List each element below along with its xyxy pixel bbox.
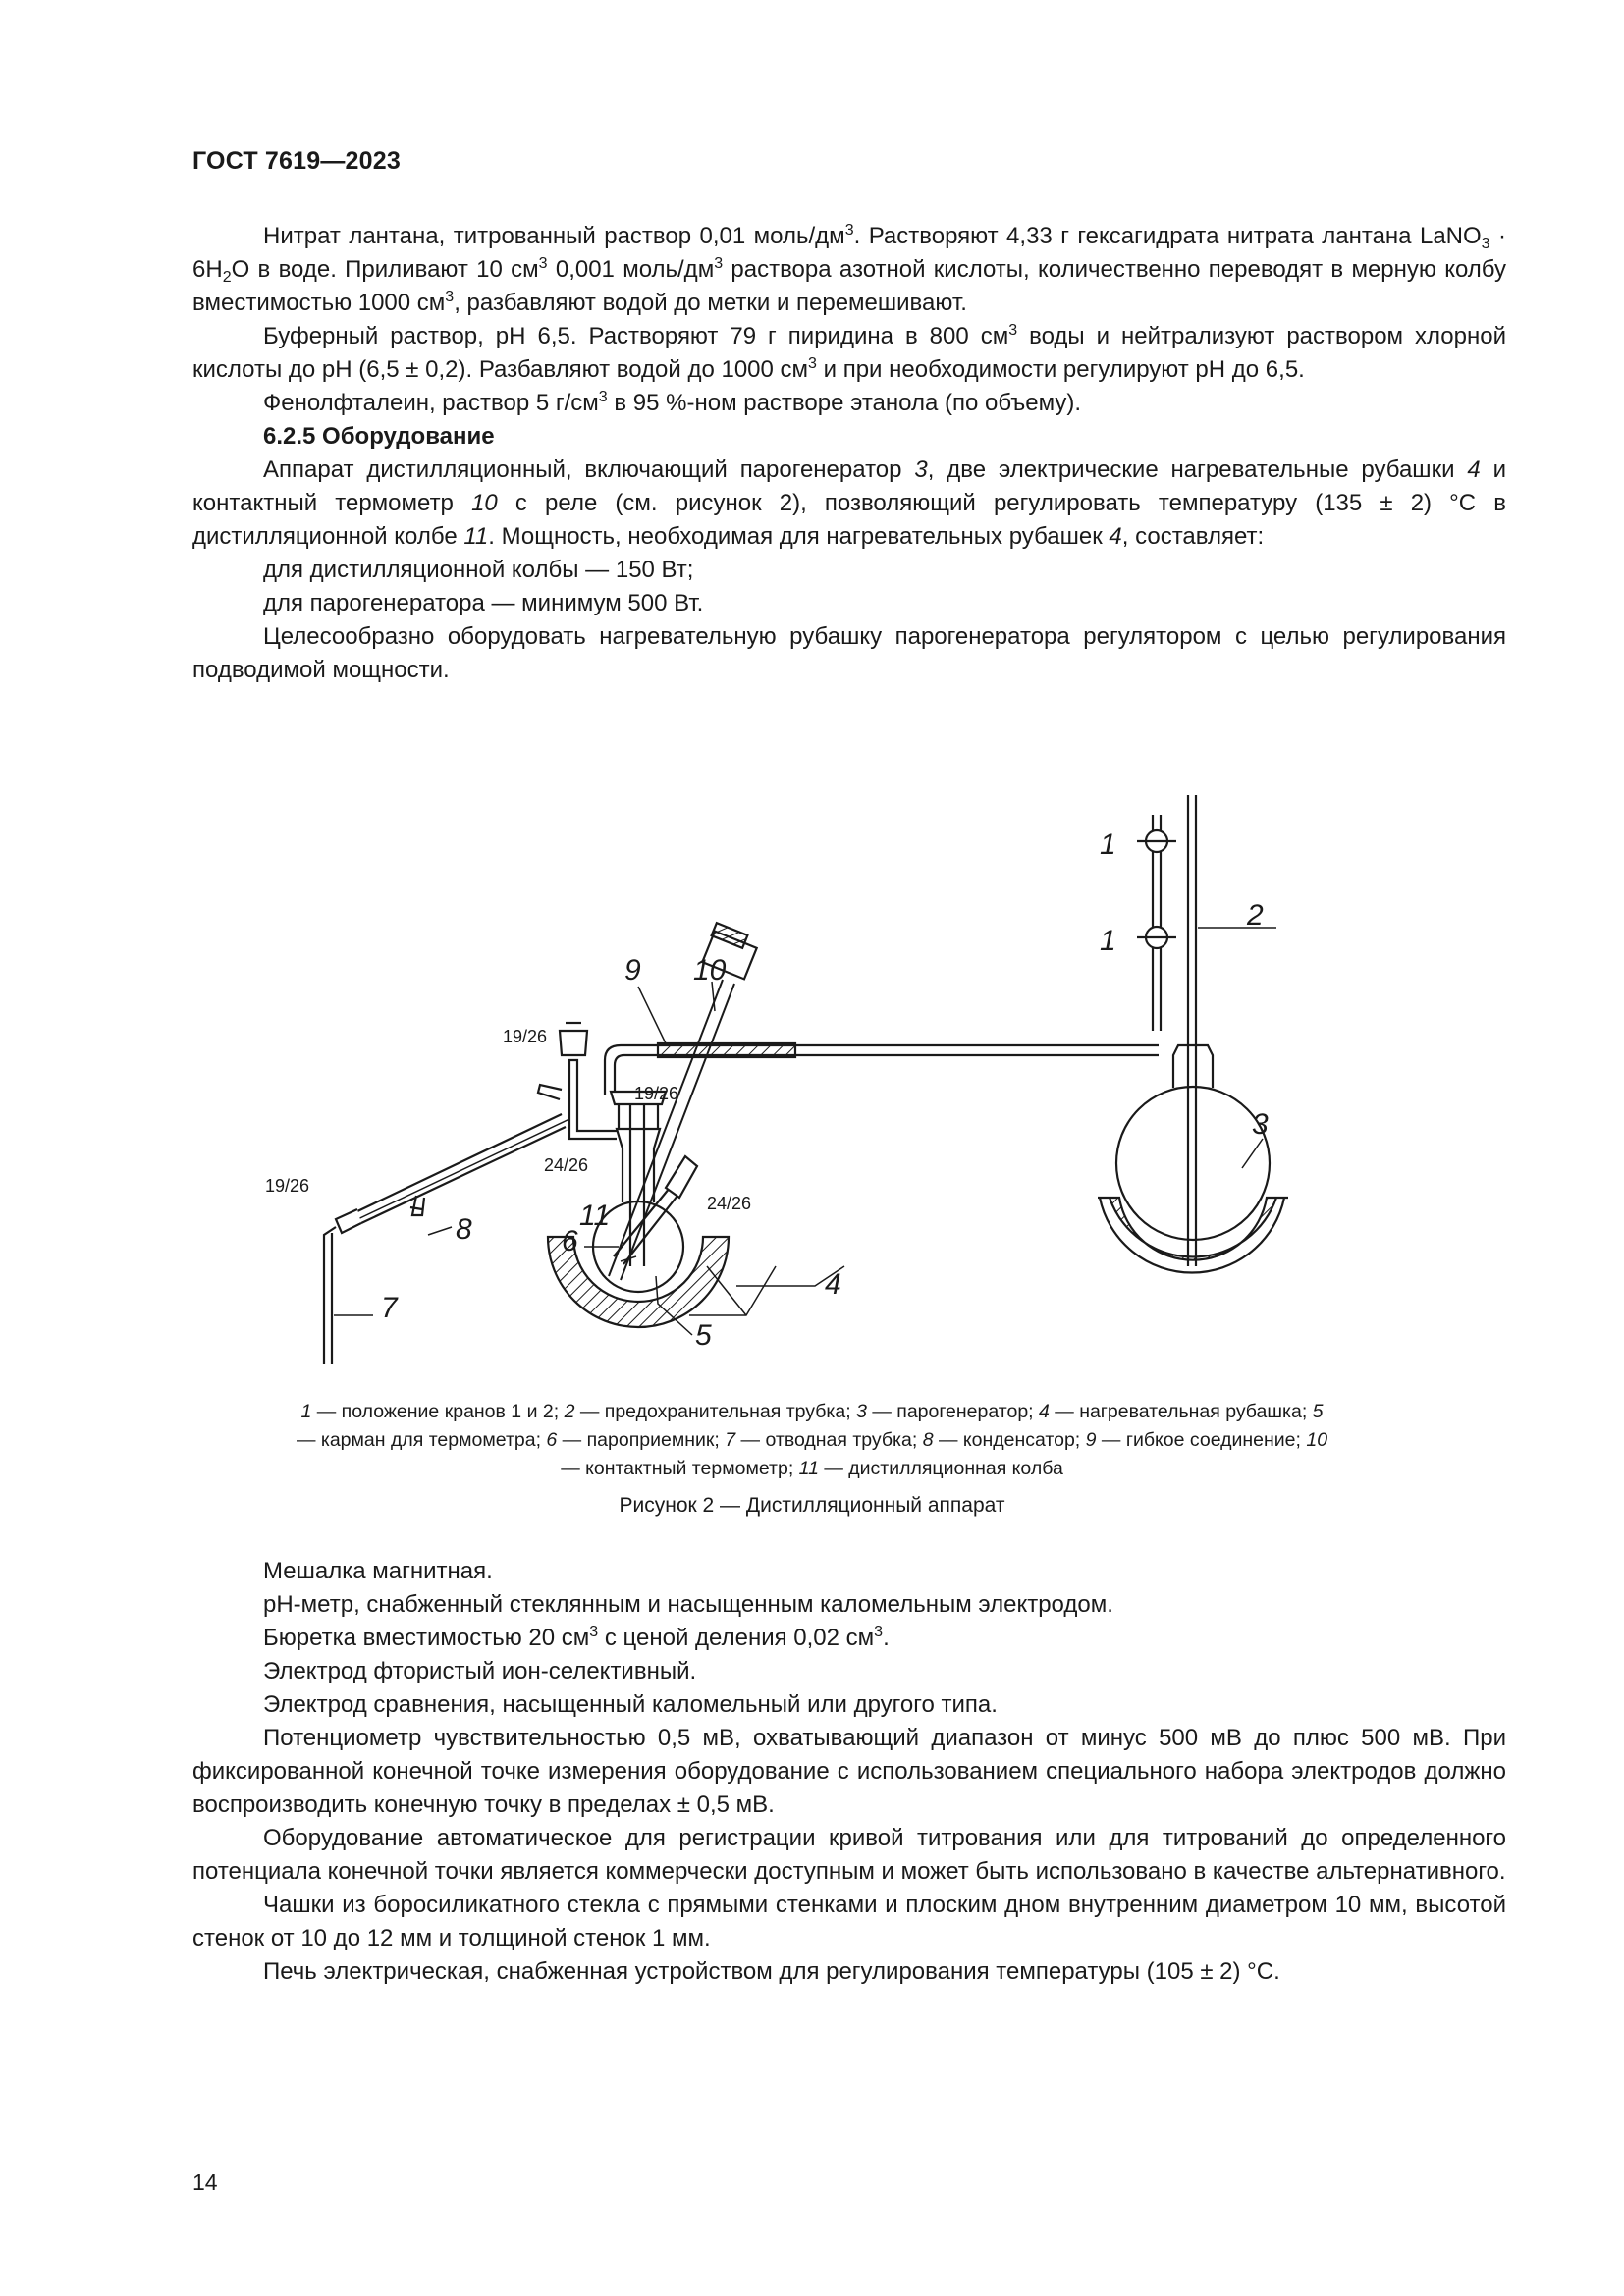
paragraph-buffer: Буферный раствор, pH 6,5. Растворяют 79 г пиридина в 800 $см^3$ воды и нейтрализуют раствором хлорной кислоты до pH (6,5 ± 0,2). Разбавляют водой до 1000 $см^3$ и при необходимости регулируют pH до 6,5. xyxy=(192,322,1506,383)
paragraph-fluoride-electrode: Электрод фтористый ион-селективный. xyxy=(263,1658,697,1684)
paragraph-phenolphthalein: Фенолфталеин, раствор 5 $г/см^3$ в 95 %-ном растворе этанола (по объему). xyxy=(263,389,1082,416)
figure-legend: 1 — положение кранов 1 и 2; 2 — предохранительная трубка; 3 — парогенератор; 4 — нагревательная рубашка; 5 — карман для термометра; 6 — пароприемник; 7 — отводная трубка; 8 — конденсатор; 9 — гибкое соединение; 10 — контактный термометр; 11 — дистилляционная колба xyxy=(296,1401,1328,1479)
heating-mantle-generator xyxy=(1098,1198,1288,1260)
figure-caption: Рисунок 2 — Дистилляционный аппарат xyxy=(619,1494,1005,1517)
figure-distillation-apparatus xyxy=(265,766,1276,1374)
steam-generator-flask xyxy=(1116,1087,1270,1240)
text-block-top xyxy=(192,220,1506,687)
joint-label-thermometer: 24/26 xyxy=(707,1194,752,1213)
page-number: 14 xyxy=(192,2169,218,2195)
label-1-lower: 1 xyxy=(1100,925,1116,957)
joint-label-flask-neck: 24/26 xyxy=(544,1155,589,1175)
section-heading: 6.2.5 Оборудование xyxy=(263,423,495,450)
paragraph-oven: Печь электрическая, снабженная устройством для регулирования температуры (105 ± 2) °С. xyxy=(263,1958,1280,1985)
paragraph-ph-meter: pH-метр, снабженный стеклянным и насыщенным каломельным электродом. xyxy=(263,1591,1113,1618)
label-6: 6 xyxy=(562,1225,578,1257)
label-9: 9 xyxy=(624,954,641,987)
paragraph-regulator: Целесообразно оборудовать нагревательную рубашку парогенератора регулятором с целью регулирования подводимой мощности. xyxy=(192,623,1506,683)
label-5: 5 xyxy=(695,1319,712,1352)
label-4: 4 xyxy=(825,1268,841,1301)
label-11: 11 xyxy=(579,1200,611,1232)
paragraph-lanthanum: Нитрат лантана, титрованный раствор 0,01 моль/$дм^3$. Растворяют 4,33 г гексагидрата нитрата лантана LaNO$_3$ · $6H_2O$ в воде. Приливают 10 $см^3$ 0,001 моль/$дм^3$ раствора азотной кислоты, количественно переводят в мерную колбу вместимостью 1000 $см^3$, разбавляют водой до метки и перемешивают. xyxy=(192,222,1507,316)
page-header: ГОСТ 7619—2023 xyxy=(192,147,401,175)
joint-label-condenser-top: 19/26 xyxy=(503,1027,548,1046)
label-3: 3 xyxy=(1252,1108,1269,1141)
paragraph-burette: Бюретка вместимостью 20 $см^3$ с ценой деления 0,02 $см^3$. xyxy=(263,1624,890,1651)
paragraph-power-generator: для парогенератора — минимум 500 Вт. xyxy=(263,590,704,616)
label-8: 8 xyxy=(456,1213,472,1246)
paragraph-automatic-equipment: Оборудование автоматическое для регистрации кривой титрования или для титрований до определенного потенциала конечной точки является коммерчески доступным и может быть использовано в качестве альтернативного. xyxy=(192,1825,1506,1885)
flexible-connection xyxy=(658,1043,795,1057)
paragraph-dishes: Чашки из боросиликатного стекла с прямыми стенками и плоским дном внутренним диаметром 10 мм, высотой стенок от 10 до 12 мм и толщиной стенок 1 мм. xyxy=(192,1892,1506,1951)
text-block-bottom xyxy=(192,1555,1506,1989)
paragraph-power-flask: для дистилляционной колбы — 150 Вт; xyxy=(263,557,694,583)
paragraph-stirrer: Мешалка магнитная. xyxy=(263,1558,493,1584)
joint-label-adapter: 19/26 xyxy=(265,1176,310,1196)
label-10: 10 xyxy=(693,954,727,987)
paragraph-potentiometer: Потенциометр чувствительностью 0,5 мВ, охватывающий диапазон от минус 500 мВ до плюс 500 мВ. При фиксированной конечной точке измерения оборудование с использованием специального набора электродов должно воспроизводить конечную точку в пределах ± 0,5 мВ. xyxy=(192,1725,1506,1818)
label-1-upper: 1 xyxy=(1100,828,1116,861)
label-2: 2 xyxy=(1247,899,1264,932)
joint-label-receiver: 19/26 xyxy=(634,1084,679,1103)
label-7: 7 xyxy=(381,1292,398,1324)
paragraph-reference-electrode: Электрод сравнения, насыщенный каломельный или другого типа. xyxy=(263,1691,998,1718)
apparatus-diagram xyxy=(265,766,1276,1374)
paragraph-apparatus: Аппарат дистилляционный, включающий парогенератор 3, две электрические нагревательные рубашки 4 и контактный термометр 10 с реле (см. рисунок 2), позволяющий регулировать температуру (135 ± 2) °С в дистилляционной колбе 11. Мощность, необходимая для нагревательных рубашек 4, составляет: xyxy=(192,456,1507,550)
